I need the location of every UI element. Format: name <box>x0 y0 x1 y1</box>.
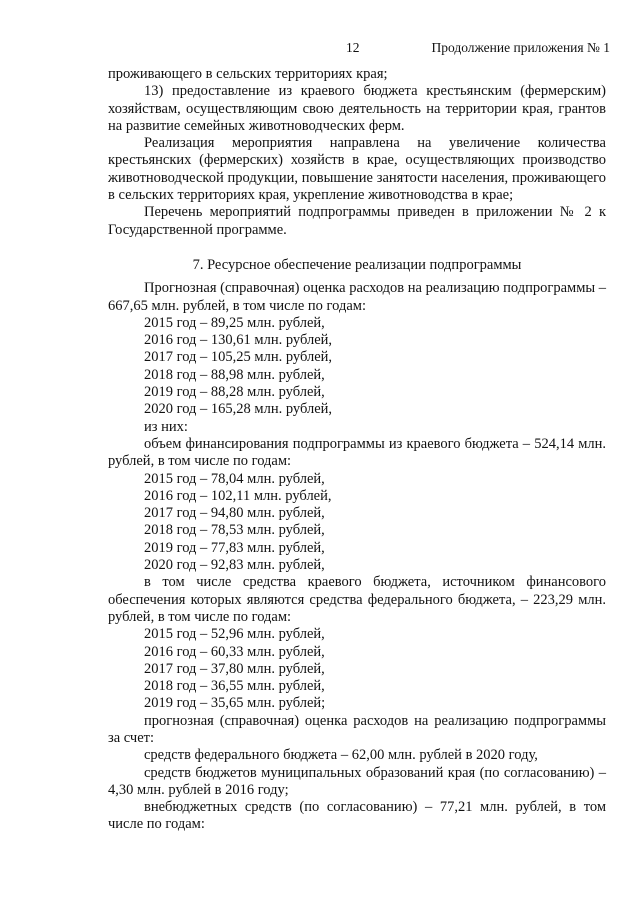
paragraph: объем финансирования подпрограммы из краевого бюджета – 524,14 млн. рублей, в том числе по годам: <box>108 435 606 470</box>
list-item: 2018 год – 36,55 млн. рублей, <box>144 678 325 695</box>
paragraph: 13) предоставление из краевого бюджета крестьянским (фермерским) хозяйствам, осуществляющим свою деятельность на территории края, грантов на развитие семейных животноводческих ферм. <box>108 83 606 134</box>
list-item: 2017 год – 94,80 млн. рублей, <box>144 505 325 522</box>
page-number: 12 <box>346 40 360 55</box>
paragraph: проживающего в сельских территориях края; <box>108 66 388 82</box>
paragraph: Прогнозная (справочная) оценка расходов на реализацию подпрограммы – 667,65 млн. рублей, в том числе по годам: <box>108 280 606 314</box>
list-item: 2019 год – 77,83 млн. рублей, <box>144 539 325 556</box>
paragraph: средств бюджетов муниципальных образований края (по согласованию) – 4,30 млн. рублей в 2016 году; <box>108 764 606 798</box>
continuation-label: Продолжение приложения № 1 <box>431 40 610 55</box>
section-heading: 7. Ресурсное обеспечение реализации подпрограммы <box>192 256 522 273</box>
list-item: 2018 год – 88,98 млн. рублей, <box>144 366 325 383</box>
paragraph: Перечень мероприятий подпрограммы приведен в приложении № 2 к Государственной программе. <box>108 204 606 238</box>
list-item: 2017 год – 105,25 млн. рублей, <box>144 349 333 366</box>
list-item: из них: <box>144 418 188 435</box>
list-item: 2015 год – 52,96 млн. рублей, <box>144 626 325 643</box>
paragraph: Реализация мероприятия направлена на увеличение количества крестьянских (фермерских) хозяйств в крае, осуществляющих производство животноводческой продукции, повышение занятости населения, проживающего в сельских территориях края, укрепление животноводства в крае; <box>108 135 606 204</box>
list-item: 2019 год – 35,65 млн. рублей; <box>144 695 326 712</box>
list-item: 2015 год – 78,04 млн. рублей, <box>144 470 325 487</box>
paragraph: средств федерального бюджета – 62,00 млн. рублей в 2020 году, <box>144 747 538 764</box>
list-item: 2016 год – 102,11 млн. рублей, <box>144 487 332 504</box>
paragraph: прогнозная (справочная) оценка расходов на реализацию подпрограммы за счет: <box>108 712 606 746</box>
list-item: 2016 год – 130,61 млн. рублей, <box>144 332 333 349</box>
list-item: 2018 год – 78,53 млн. рублей, <box>144 522 325 539</box>
list-item: 2019 год – 88,28 млн. рублей, <box>144 384 325 401</box>
paragraph: внебюджетных средств (по согласованию) – 77,21 млн. рублей, в том числе по годам: <box>108 799 606 833</box>
list-item: 2017 год – 37,80 млн. рублей, <box>144 660 325 677</box>
list-item: 2020 год – 165,28 млн. рублей, <box>144 401 333 418</box>
list-item: 2015 год – 89,25 млн. рублей, <box>144 314 325 331</box>
list-item: 2016 год – 60,33 млн. рублей, <box>144 643 325 660</box>
document-body <box>108 66 606 834</box>
paragraph: в том числе средства краевого бюджета, источником финансового обеспечения которых являются средства федерального бюджета, – 223,29 млн. рублей, в том числе по годам: <box>108 574 606 625</box>
list-item: 2020 год – 92,83 млн. рублей, <box>144 557 325 574</box>
